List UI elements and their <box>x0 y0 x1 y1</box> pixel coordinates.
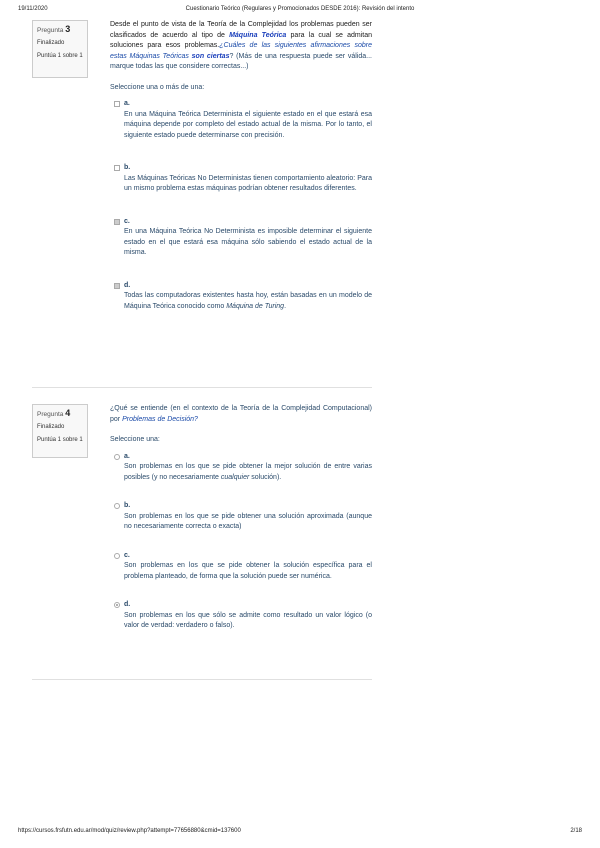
radio-button[interactable] <box>114 553 120 559</box>
question-divider <box>32 679 372 680</box>
answer-letter: a. <box>124 100 130 107</box>
print-date: 19/11/2020 <box>18 6 48 12</box>
question-number: 4 <box>65 408 71 418</box>
checkbox-checked[interactable] <box>114 283 120 289</box>
answer-letter: b. <box>124 164 131 171</box>
question-4 <box>32 404 372 680</box>
answer-text: En una Máquina Teórica Determinista el siguiente estado en el que estará esa máquina depende por completo del estado actual de la misma. Por lo tanto, el siguiente estado puede determinarse con precisión. <box>124 110 372 139</box>
answer-option-b[interactable] <box>112 501 372 533</box>
question-text-part: ¿Qué se entiende (en el contexto de la Teoría de la Complejidad Computacional) por <box>110 405 372 423</box>
checkbox-checked[interactable] <box>114 219 120 225</box>
answer-option-d[interactable] <box>112 281 372 313</box>
question-state: Finalizado <box>37 424 65 430</box>
question-highlight: son ciertas <box>191 52 230 60</box>
answer-text-end: solución). <box>249 473 282 481</box>
question-label <box>37 24 83 34</box>
question-number: 3 <box>65 24 71 34</box>
answer-letter: d. <box>124 601 131 608</box>
question-text-part: ? (Más de una respuesta puede ser válida... marque todas las que considere correctas...) <box>110 52 372 70</box>
answer-text: Son problemas en los que se pide obtener la solución específica para el problema planteado, de forma que la solución puede ser numérica. <box>124 562 372 580</box>
answer-prompt: Seleccione una o más de una: <box>110 83 205 91</box>
answer-option-d[interactable] <box>112 600 372 632</box>
question-info-box <box>32 404 88 458</box>
answer-text: Son problemas en los que se pide obtener una solución aproximada (aunque no necesariamente correcta o exacta) <box>124 512 372 530</box>
question-mark: Puntúa 1 sobre 1 <box>37 53 83 59</box>
answer-option-a[interactable] <box>112 99 372 141</box>
answer-text <box>124 462 372 483</box>
question-content <box>110 20 372 334</box>
question-italic: ¿Cuáles de las siguientes afirmaciones sobre estas Máquinas Teóricas <box>110 42 372 60</box>
question-text-part: para la cual se admitan soluciones para esos problemas. <box>110 31 372 49</box>
question-content <box>110 404 372 650</box>
answer-letter: c. <box>124 217 130 225</box>
radio-button-checked[interactable] <box>114 602 120 608</box>
answer-text: Son problemas en los que sólo se admite como resultado un valor lógico (o valor de verdad: verdadero o falso). <box>124 611 372 629</box>
question-info-box <box>32 20 88 78</box>
question-label-text: Pregunta <box>37 27 64 34</box>
answer-option-a[interactable] <box>112 452 372 484</box>
answer-italic: Máquina de Turing <box>226 302 285 310</box>
answer-text: En una Máquina Teórica No Determinista es imposible determinar el siguiente estado en el que estará esa máquina sólo sabiendo el estado actual de la misma. <box>124 228 372 256</box>
print-title: Cuestionario Teórico (Regulares y Promocionados DESDE 2016): Revisión del intento <box>185 6 415 12</box>
answer-letter: b. <box>124 502 131 509</box>
answer-letter: d. <box>124 281 131 289</box>
print-footer <box>18 828 582 838</box>
question-label <box>37 408 83 418</box>
question-state: Finalizado <box>37 40 65 46</box>
answer-option-c[interactable] <box>112 217 372 259</box>
question-mark: Puntúa 1 sobre 1 <box>37 437 83 443</box>
answer-prompt: Seleccione una: <box>110 436 160 443</box>
answer-option-c[interactable] <box>112 551 372 583</box>
question-text <box>110 404 372 425</box>
answer-text-end: . <box>284 302 287 310</box>
question-text-part: Desde el punto de vista de la Teoría de la Complejidad los problemas pueden ser clasificados de acuerdo al tipo de <box>110 21 372 39</box>
answer-option-b[interactable] <box>112 163 372 195</box>
answer-text-part: Todas las computadoras existentes hasta hoy, están basadas en un modelo de Máquina Teórica conocido como <box>124 292 372 310</box>
page-number: 2/18 <box>570 828 582 834</box>
checkbox[interactable] <box>114 101 120 107</box>
radio-button[interactable] <box>114 454 120 460</box>
answer-text-part: Son problemas en los que se pide obtener la mejor solución de entre varias posibles (y no necesariamente <box>124 463 372 481</box>
question-italic: Problemas de Decisión? <box>122 415 198 423</box>
question-3 <box>32 20 372 388</box>
answer-text <box>124 291 372 312</box>
answer-letter: a. <box>124 452 130 460</box>
answer-letter: c. <box>124 551 130 559</box>
checkbox[interactable] <box>114 165 120 171</box>
print-url: https://cursos.frsfutn.edu.ar/mod/quiz/review.php?attempt=77656880&cmid=137600 <box>18 828 241 834</box>
radio-button[interactable] <box>114 503 120 509</box>
question-divider <box>32 387 372 388</box>
print-header <box>18 6 582 18</box>
question-text <box>110 20 372 73</box>
question-highlight: Máquina Teórica <box>229 31 287 39</box>
answer-italic: cualquier <box>220 473 250 481</box>
answer-text: Las Máquinas Teóricas No Deterministas tienen comportamiento aleatorio: Para un mismo problema estas máquinas podrían obtener resultados diferentes. <box>124 174 372 192</box>
question-label-text: Pregunta <box>37 411 64 418</box>
